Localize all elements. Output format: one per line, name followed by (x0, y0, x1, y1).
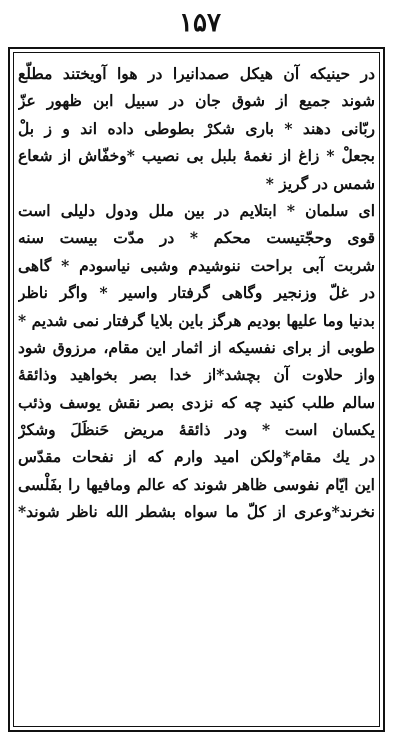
text-line: بدنیا وما علیها بودیم هرگز باین بلایا گرفتار نمی شدیم * (18, 310, 375, 330)
text-line: شربت آبی براحت ننوشیدم وشبی نیاسودم * گاهی (18, 255, 375, 275)
text-line: در یك مقام*ولکن امید وارم که از نفحات مقدّس (18, 447, 375, 467)
text-line: طوبی از برای نفسیکه از اثمار این مقام، مرزوق شود (18, 337, 375, 357)
text-line: واز حلاوت آن بچشد*از خدا بصر بخواهید وذائقهٔ (18, 365, 375, 385)
text-line: قوی وحجّتیست محکم * در مدّت بیست سنه (18, 228, 375, 248)
text-line: در حینیکه آن هیکل صمدانیرا در هوا آویختند مطلّع (18, 64, 375, 83)
text-line: نخرند*وعری از کلّ ما سواه بشطر الله ناظر شوند* (18, 502, 375, 522)
body-text (18, 60, 375, 526)
text-line: ای سلمان * ابتلایم در بین ملل ودول دلیلی است (18, 200, 375, 220)
text-line: این ایّام نفوسی ظاهر شوند که عالم ومافیها را بفَلْسی (18, 474, 375, 494)
text-line: شمس در گریز * (265, 173, 375, 193)
text-line: در غلّ وزنجیر وگاهی گرفتار واسیر * واگر ناظر (18, 283, 375, 303)
text-line: ربّانی دهند * باری شکرْ بطوطی داده اند و ز بلْ (18, 118, 375, 138)
text-line: سالم طلب کنید چه که نزدی بصر نقش یوسف وذئب (18, 392, 375, 412)
text-line: شوند جمیع از شوق جان در سبیل ابن ظهور عزّ (18, 91, 375, 111)
page-number: ۱۵۷ (179, 8, 221, 38)
text-line: یکسان است * ودر ذائقهٔ مریض حَنظَلَ وشکرْ (18, 420, 375, 440)
text-line: بجعلْ * زاغ از نغمهٔ بلبل بی نصیب *وخفّاش از شعاع (18, 146, 375, 166)
